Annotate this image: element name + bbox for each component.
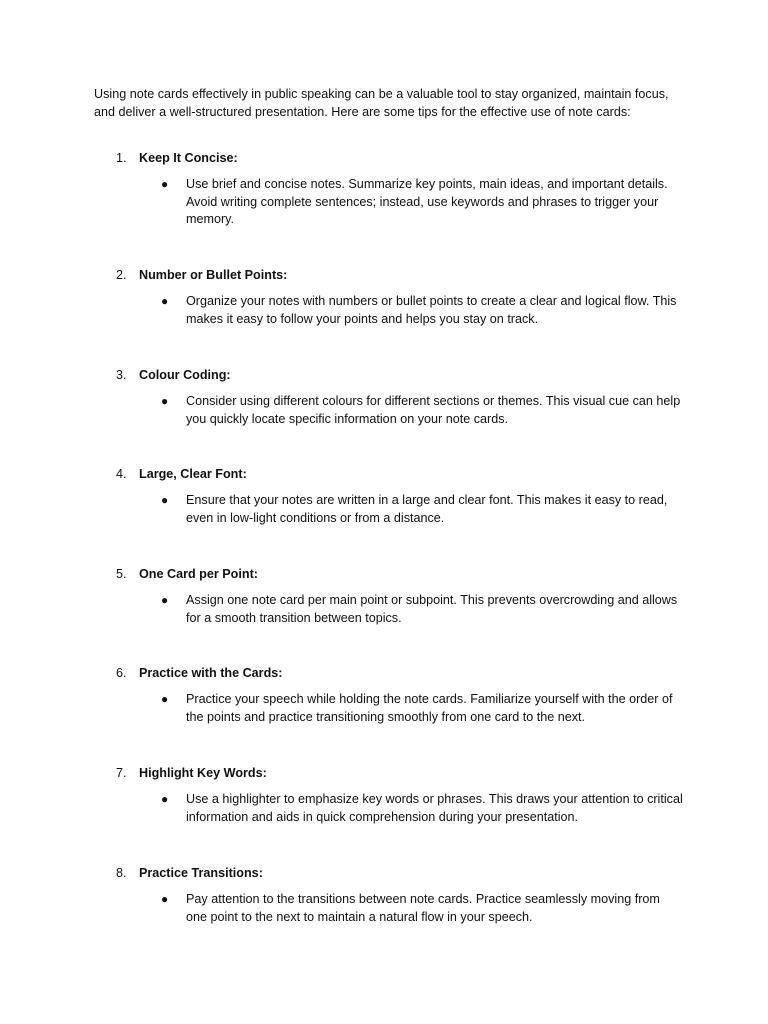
tip-number: 2. — [116, 268, 127, 282]
tip-text: Assign one note card per main point or subpoint. This prevents overcrowding and allows for a smooth transition between topics. — [186, 593, 678, 625]
tip-number: 3. — [116, 368, 127, 382]
bullet-icon: ● — [161, 593, 169, 607]
tip-bullet-item — [94, 492, 684, 527]
tip-bullet-item — [94, 393, 684, 428]
tip-bullet-item — [94, 691, 684, 726]
tip-title: Practice Transitions: — [139, 866, 263, 880]
tip-heading — [94, 266, 684, 284]
tip-bullet-item — [94, 791, 684, 826]
tip-item — [94, 664, 684, 726]
tip-title: One Card per Point: — [139, 567, 258, 581]
tip-title: Practice with the Cards: — [139, 666, 283, 680]
tip-bullet-item — [94, 891, 684, 926]
tip-bullet-item — [94, 176, 684, 229]
tip-item — [94, 565, 684, 627]
tip-item — [94, 465, 684, 527]
tip-number: 1. — [116, 151, 127, 165]
tip-text: Use a highlighter to emphasize key words or phrases. This draws your attention to critical information and aids in quick comprehension during your presentation. — [186, 792, 683, 824]
tip-item — [94, 266, 684, 328]
bullet-icon: ● — [161, 394, 169, 408]
bullet-icon: ● — [161, 792, 169, 806]
tip-heading — [94, 864, 684, 882]
tip-heading — [94, 465, 684, 483]
tip-item — [94, 764, 684, 826]
tip-number: 6. — [116, 666, 127, 680]
tip-title: Keep It Concise: — [139, 151, 238, 165]
tip-number: 7. — [116, 766, 127, 780]
tip-title: Highlight Key Words: — [139, 766, 267, 780]
bullet-icon: ● — [161, 692, 169, 706]
tip-heading — [94, 764, 684, 782]
tip-text: Practice your speech while holding the note cards. Familiarize yourself with the order of the points and practice transitioning smoothly from one card to the next. — [186, 692, 673, 724]
tip-text: Consider using different colours for different sections or themes. This visual cue can help you quickly locate specific information on your note cards. — [186, 394, 681, 426]
tip-bullet-item — [94, 293, 684, 328]
bullet-icon: ● — [161, 294, 169, 308]
tip-number: 4. — [116, 467, 127, 481]
tip-number: 8. — [116, 866, 127, 880]
tip-text: Ensure that your notes are written in a large and clear font. This makes it easy to read, even in low-light conditions or from a distance. — [186, 493, 668, 525]
tip-text: Use brief and concise notes. Summarize key points, main ideas, and important details. Avoid writing complete sentences; instead, use keywords and phrases to trigger your memory. — [186, 177, 668, 226]
intro-paragraph: Using note cards effectively in public speaking can be a valuable tool to stay organized, maintain focus, and deliver a well-structured presentation. Here are some tips for the effective use of note cards: — [94, 87, 669, 119]
bullet-icon: ● — [161, 177, 169, 191]
tip-title: Colour Coding: — [139, 368, 231, 382]
tip-item — [94, 149, 684, 229]
tip-number: 5. — [116, 567, 127, 581]
bullet-icon: ● — [161, 493, 169, 507]
tip-text: Organize your notes with numbers or bullet points to create a clear and logical flow. This makes it easy to follow your points and helps you stay on track. — [186, 294, 677, 326]
tip-heading — [94, 565, 684, 583]
tip-item — [94, 864, 684, 926]
tip-text: Pay attention to the transitions between note cards. Practice seamlessly moving from one point to the next to maintain a natural flow in your speech. — [186, 892, 660, 924]
document-page — [94, 86, 684, 924]
tip-item — [94, 366, 684, 428]
tip-bullet-item — [94, 592, 684, 627]
tip-title: Large, Clear Font: — [139, 467, 247, 481]
tip-title: Number or Bullet Points: — [139, 268, 288, 282]
tip-heading — [94, 366, 684, 384]
tip-heading — [94, 149, 684, 167]
bullet-icon: ● — [161, 892, 169, 906]
tip-heading — [94, 664, 684, 682]
